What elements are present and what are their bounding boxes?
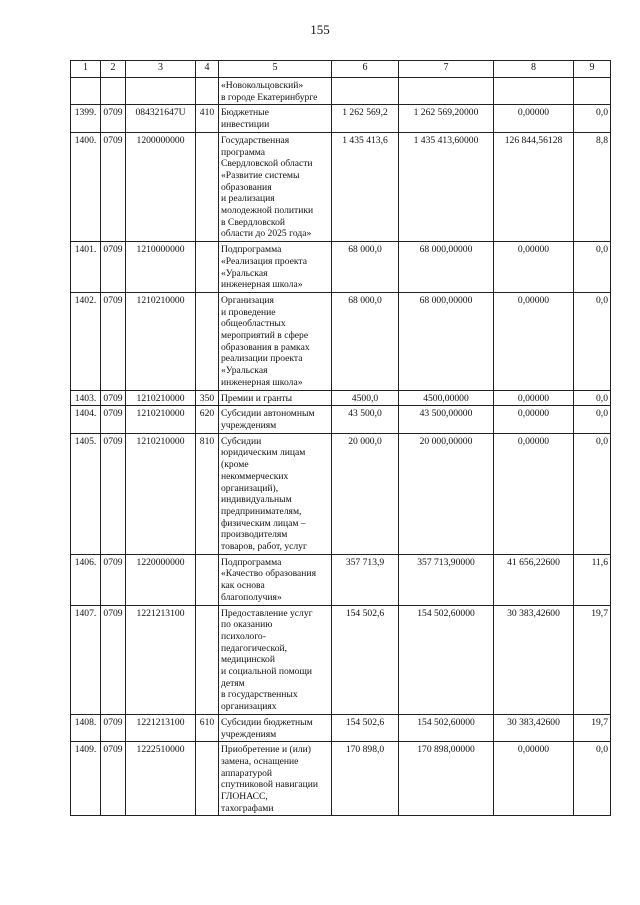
section-code-cell: 0709	[101, 714, 126, 741]
table-row	[71, 433, 611, 554]
planned-amount-cell: 20 000,00000	[399, 433, 494, 554]
target-code-cell: 1222510000	[126, 742, 196, 816]
item-name-cell: Предоставление услуг по оказанию психолого- педагогической, медицинской и социальной помощи детям в государственных организациях	[219, 605, 332, 714]
target-code-cell: 1200000000	[126, 132, 196, 241]
budget-table	[70, 60, 611, 816]
row-number-cell: 1399.	[71, 105, 101, 132]
execution-percent-cell: 19,7	[574, 714, 611, 741]
execution-percent-cell: 0,0	[574, 406, 611, 433]
executed-amount-cell: 0,00000	[494, 292, 574, 390]
approved-amount-cell: 4500,0	[332, 390, 399, 406]
execution-percent-cell: 0,0	[574, 242, 611, 293]
approved-amount-cell: 68 000,0	[332, 242, 399, 293]
planned-amount-cell	[399, 78, 494, 105]
row-number-cell	[71, 78, 101, 105]
execution-percent-cell: 8,8	[574, 132, 611, 241]
section-code-cell: 0709	[101, 292, 126, 390]
expense-type-cell: 610	[196, 714, 219, 741]
approved-amount-cell: 1 262 569,2	[332, 105, 399, 132]
item-name-cell: Субсидии автономным учреждениям	[219, 406, 332, 433]
planned-amount-cell: 1 435 413,60000	[399, 132, 494, 241]
execution-percent-cell	[574, 78, 611, 105]
table-row	[71, 554, 611, 605]
target-code-cell: 1221213100	[126, 605, 196, 714]
approved-amount-cell	[332, 78, 399, 105]
item-name-cell: Подпрограмма «Реализация проекта «Уральская инженерная школа»	[219, 242, 332, 293]
executed-amount-cell: 0,00000	[494, 406, 574, 433]
table-row	[71, 292, 611, 390]
section-code-cell: 0709	[101, 742, 126, 816]
executed-amount-cell: 30 383,42600	[494, 605, 574, 714]
approved-amount-cell: 154 502,6	[332, 605, 399, 714]
table-row	[71, 605, 611, 714]
section-code-cell	[101, 78, 126, 105]
execution-percent-cell: 0,0	[574, 105, 611, 132]
planned-amount-cell: 68 000,00000	[399, 242, 494, 293]
column-header: 5	[219, 61, 332, 78]
executed-amount-cell: 0,00000	[494, 242, 574, 293]
executed-amount-cell: 126 844,56128	[494, 132, 574, 241]
target-code-cell	[126, 78, 196, 105]
row-number-cell: 1406.	[71, 554, 101, 605]
table-row	[71, 742, 611, 816]
table-header-row	[71, 61, 611, 78]
planned-amount-cell: 170 898,00000	[399, 742, 494, 816]
approved-amount-cell: 170 898,0	[332, 742, 399, 816]
expense-type-cell	[196, 605, 219, 714]
section-code-cell: 0709	[101, 433, 126, 554]
item-name-cell: Государственная программа Свердловской области «Развитие системы образования и реализация молодежной политики в Свердловской области до 2025 года»	[219, 132, 332, 241]
column-header: 3	[126, 61, 196, 78]
executed-amount-cell	[494, 78, 574, 105]
item-name-cell: «Новокольцовский» в городе Екатеринбурге	[219, 78, 332, 105]
column-header: 9	[574, 61, 611, 78]
target-code-cell: 1221213100	[126, 714, 196, 741]
table-row	[71, 390, 611, 406]
expense-type-cell	[196, 554, 219, 605]
item-name-cell: Субсидии юридическим лицам (кроме некоммерческих организаций), индивидуальным предпринимателям, физическим лицам – производителям товаров, работ, услуг	[219, 433, 332, 554]
table-row	[71, 406, 611, 433]
executed-amount-cell: 30 383,42600	[494, 714, 574, 741]
planned-amount-cell: 154 502,60000	[399, 714, 494, 741]
expense-type-cell	[196, 78, 219, 105]
execution-percent-cell: 0,0	[574, 292, 611, 390]
section-code-cell: 0709	[101, 105, 126, 132]
planned-amount-cell: 357 713,90000	[399, 554, 494, 605]
target-code-cell: 084321647U	[126, 105, 196, 132]
target-code-cell: 1210210000	[126, 406, 196, 433]
planned-amount-cell: 154 502,60000	[399, 605, 494, 714]
target-code-cell: 1220000000	[126, 554, 196, 605]
section-code-cell: 0709	[101, 132, 126, 241]
column-header: 4	[196, 61, 219, 78]
item-name-cell: Подпрограмма «Качество образования как основа благополучия»	[219, 554, 332, 605]
execution-percent-cell: 0,0	[574, 742, 611, 816]
row-number-cell: 1400.	[71, 132, 101, 241]
executed-amount-cell: 41 656,22600	[494, 554, 574, 605]
section-code-cell: 0709	[101, 406, 126, 433]
item-name-cell: Субсидии бюджетным учреждениям	[219, 714, 332, 741]
section-code-cell: 0709	[101, 554, 126, 605]
table-row	[71, 714, 611, 741]
row-number-cell: 1402.	[71, 292, 101, 390]
column-header: 8	[494, 61, 574, 78]
execution-percent-cell: 11,6	[574, 554, 611, 605]
table-row	[71, 132, 611, 241]
row-number-cell: 1407.	[71, 605, 101, 714]
executed-amount-cell: 0,00000	[494, 742, 574, 816]
execution-percent-cell: 19,7	[574, 605, 611, 714]
section-code-cell: 0709	[101, 390, 126, 406]
approved-amount-cell: 43 500,0	[332, 406, 399, 433]
row-number-cell: 1409.	[71, 742, 101, 816]
execution-percent-cell: 0,0	[574, 433, 611, 554]
approved-amount-cell: 68 000,0	[332, 292, 399, 390]
table-row	[71, 78, 611, 105]
executed-amount-cell: 0,00000	[494, 105, 574, 132]
item-name-cell: Премии и гранты	[219, 390, 332, 406]
target-code-cell: 1210000000	[126, 242, 196, 293]
column-header: 2	[101, 61, 126, 78]
column-header: 7	[399, 61, 494, 78]
row-number-cell: 1403.	[71, 390, 101, 406]
planned-amount-cell: 4500,00000	[399, 390, 494, 406]
expense-type-cell	[196, 242, 219, 293]
item-name-cell: Бюджетные инвестиции	[219, 105, 332, 132]
expense-type-cell: 810	[196, 433, 219, 554]
column-header: 6	[332, 61, 399, 78]
expense-type-cell	[196, 292, 219, 390]
row-number-cell: 1401.	[71, 242, 101, 293]
executed-amount-cell: 0,00000	[494, 390, 574, 406]
section-code-cell: 0709	[101, 242, 126, 293]
executed-amount-cell: 0,00000	[494, 433, 574, 554]
row-number-cell: 1404.	[71, 406, 101, 433]
expense-type-cell: 620	[196, 406, 219, 433]
section-code-cell: 0709	[101, 605, 126, 714]
target-code-cell: 1210210000	[126, 433, 196, 554]
expense-type-cell	[196, 132, 219, 241]
expense-type-cell: 410	[196, 105, 219, 132]
approved-amount-cell: 1 435 413,6	[332, 132, 399, 241]
planned-amount-cell: 43 500,00000	[399, 406, 494, 433]
column-header: 1	[71, 61, 101, 78]
approved-amount-cell: 154 502,6	[332, 714, 399, 741]
table-row	[71, 105, 611, 132]
target-code-cell: 1210210000	[126, 292, 196, 390]
planned-amount-cell: 1 262 569,20000	[399, 105, 494, 132]
planned-amount-cell: 68 000,00000	[399, 292, 494, 390]
table-row	[71, 242, 611, 293]
target-code-cell: 1210210000	[126, 390, 196, 406]
row-number-cell: 1408.	[71, 714, 101, 741]
item-name-cell: Приобретение и (или) замена, оснащение аппаратурой спутниковой навигации ГЛОНАСС, тахографами	[219, 742, 332, 816]
approved-amount-cell: 20 000,0	[332, 433, 399, 554]
expense-type-cell: 350	[196, 390, 219, 406]
expense-type-cell	[196, 742, 219, 816]
page-number: 155	[310, 22, 330, 37]
row-number-cell: 1405.	[71, 433, 101, 554]
item-name-cell: Организация и проведение общеобластных мероприятий в сфере образования в рамках реализации проекта «Уральская инженерная школа»	[219, 292, 332, 390]
approved-amount-cell: 357 713,9	[332, 554, 399, 605]
execution-percent-cell: 0,0	[574, 390, 611, 406]
